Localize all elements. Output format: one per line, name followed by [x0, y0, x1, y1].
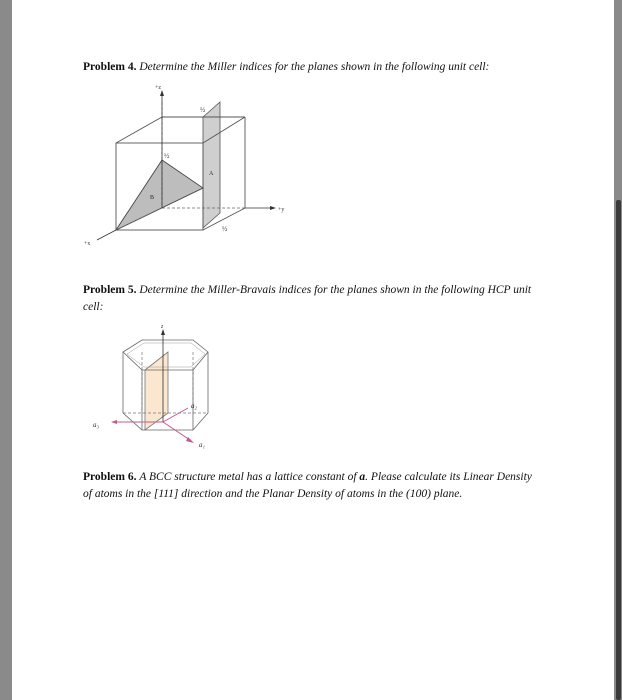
hcp-unit-cell-figure: [85, 322, 220, 457]
hcp-a2-label: a₂: [191, 402, 197, 410]
axis-y-label: +y: [278, 207, 285, 213]
plane-b: [116, 160, 203, 230]
hcp-a3-label: a₃: [93, 421, 99, 429]
problem-4-text: Determine the Miller indices for the planes shown in the following unit cell:: [139, 61, 490, 73]
hcp-plane: [145, 352, 168, 430]
window-frame-left: [0, 0, 12, 700]
problem-4-label: Problem 4.: [83, 61, 137, 73]
axis-x-label: +x: [84, 241, 91, 247]
problem-6-variable-a: a: [359, 471, 366, 483]
problem-6-text-before: A BCC structure metal has a lattice constant of: [139, 471, 357, 483]
problem-5-text: Determine the Miller-Bravais indices for the planes shown in the following HCP unit cell:: [83, 284, 532, 313]
plane-b-label: B: [150, 195, 155, 201]
hcp-a1-label: a₁: [199, 441, 205, 449]
problem-6-text-after: . Please calculate its Linear Density of atoms in the [111] direction and the Planar Density of atoms in the (100) plane.: [83, 471, 532, 500]
cubic-unit-cell-figure: [80, 80, 310, 250]
problem-5: [83, 282, 533, 316]
problem-6: [83, 469, 533, 503]
plane-a: [203, 102, 220, 228]
axis-z-label: +z: [155, 85, 162, 91]
problem-5-label: Problem 5.: [83, 284, 137, 296]
half-label-top: ½: [200, 106, 206, 114]
scrollbar-thumb[interactable]: [616, 200, 621, 700]
problem-6-label: Problem 6.: [83, 471, 137, 483]
hcp-axis-z-label: z: [161, 324, 164, 330]
half-label-mid: ½: [164, 152, 170, 160]
half-label-bottom: ½: [222, 225, 228, 233]
plane-a-label: A: [209, 171, 214, 177]
problem-4: [83, 59, 603, 76]
